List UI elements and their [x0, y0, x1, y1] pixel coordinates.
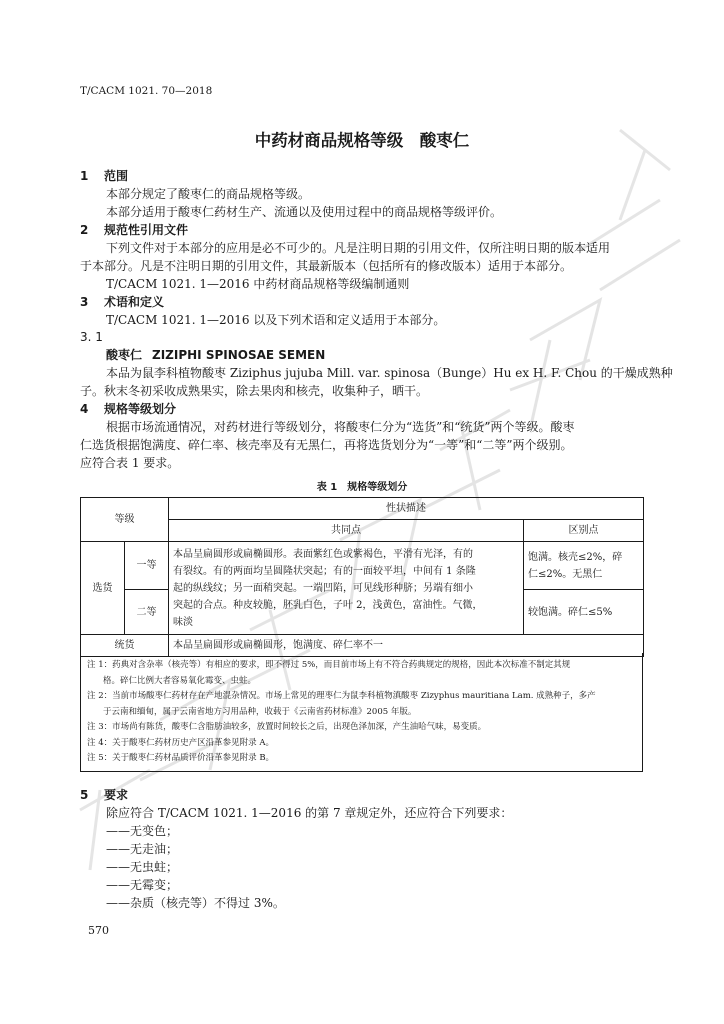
section-3-heading: 3 术语和定义 — [80, 295, 165, 309]
selected-grade-label: 选货 — [81, 542, 125, 635]
grade-1-difference: 饱满。核壳≤2%，碎 仁≤2%。无黑仁 — [524, 542, 644, 590]
section-1-paragraph: 本部分适用于酸枣仁药材生产、流通以及使用过程中的商品规格等级评价。 — [106, 205, 503, 219]
section-2-paragraph: 下列文件对于本部分的应用是必不可少的。凡是注明日期的引用文件，仅所注明日期的版本适用 — [106, 241, 611, 255]
page-number: 570 — [88, 924, 109, 937]
section-2-paragraph: 于本部分。凡是不注明日期的引用文件，其最新版本（包括所有的修改版本）适用于本部分。 — [80, 259, 573, 273]
table-caption: 表 1 规格等级划分 — [316, 482, 408, 493]
section-4-paragraph: 应符合表 1 要求。 — [80, 456, 180, 470]
term-latin: ZIZIPHI SPINOSAE SEMEN — [152, 348, 326, 362]
section-4-paragraph: 根据市场流通情况，对药材进行等级划分，将酸枣仁分为“选货”和“统货”两个等级。酸枣 — [106, 420, 575, 434]
note-1: 注 1：药典对含杂率（核壳等）有相应的要求，即不得过 5%，而目前市场上有不符合药典规定的规格，因此本次标准不制定其规 — [87, 660, 571, 670]
table-notes — [80, 653, 643, 772]
normative-reference: T/CACM 1021. 1—2016 中药材商品规格等级编制通则 — [106, 277, 410, 291]
ungraded-label: 统货 — [81, 635, 169, 657]
grade-1-label: 一等 — [125, 542, 169, 590]
header-common: 共同点 — [169, 520, 524, 542]
requirement-item: ——无虫蛀； — [106, 860, 179, 874]
term-definition: 子。秋末冬初采收成熟果实，除去果肉和核壳，收集种子，晒干。 — [80, 384, 429, 398]
term-definition: 本品为鼠李科植物酸枣 Ziziphus jujuba Mill. var. spinosa（Bunge）Hu ex H. F. Chou 的干燥成熟种 — [106, 366, 673, 380]
header-grade: 等级 — [81, 498, 169, 542]
requirement-item: ——无变色； — [106, 824, 179, 838]
common-description: 本品呈扁圆形或扁椭圆形。表面紫红色或紫褐色，平滑有光泽，有的 有裂纹。有的两面均呈圆隆状突起；有的一面较平坦，中间有 1 条隆 起的纵线纹；另一面稍突起。一端凹陷，可见线形种脐；另端有细小 突起的合点。种皮较脆，胚乳白色，子叶 2，浅黄色，富油性。气微， 味淡 — [169, 542, 524, 635]
grade-2-difference: 较饱满。碎仁≤5% — [524, 590, 644, 635]
section-1-heading: 1 范围 — [80, 169, 129, 183]
section-4-heading: 4 规格等级划分 — [80, 402, 177, 416]
header-diff: 区别点 — [524, 520, 644, 542]
term-heading — [106, 347, 325, 363]
section-5-paragraph: 除应符合 T/CACM 1021. 1—2016 的第 7 章规定外，还应符合下列要求： — [106, 806, 513, 820]
note-5: 注 5：关于酸枣仁药材品质评价沿革参见附录 B。 — [87, 753, 275, 763]
requirement-item: ——无霉变； — [106, 878, 179, 892]
header-traits: 性状描述 — [169, 498, 644, 520]
note-2-continued: 于云南和缅甸，属于云南省地方习用品种，收载于《云南省药材标准》2005 年版。 — [103, 706, 417, 717]
subsection-number: 3. 1 — [80, 330, 103, 344]
requirement-item: ——无走油； — [106, 842, 179, 856]
note-1-continued: 格。碎仁比例大者容易氧化霉变、虫蛀。 — [103, 675, 257, 686]
grade-table — [80, 497, 644, 657]
standard-code: T/CACM 1021. 70—2018 — [80, 85, 213, 97]
ungraded-description: 本品呈扁圆形或扁椭圆形，饱满度、碎仁率不一 — [169, 635, 644, 657]
section-2-heading: 2 规范性引用文件 — [80, 223, 189, 237]
note-3: 注 3：市场尚有陈货，酸枣仁含脂肪油较多，放置时间较长之后，出现色泽加深，产生油哈气味，易变质。 — [87, 722, 487, 732]
document-title: 中药材商品规格等级 酸枣仁 — [254, 131, 470, 150]
section-4-paragraph: 仁选货根据饱满度、碎仁率、核壳率及有无黑仁，再将选货划分为“一等”和“二等”两个级别。 — [80, 438, 573, 452]
section-1-paragraph: 本部分规定了酸枣仁的商品规格等级。 — [106, 187, 311, 201]
grade-2-label: 二等 — [125, 590, 169, 635]
requirement-item: ——杂质（核壳等）不得过 3%。 — [106, 896, 285, 910]
section-5-heading: 5 要求 — [80, 788, 129, 802]
term-cn: 酸枣仁 — [106, 348, 143, 362]
note-4: 注 4：关于酸枣仁药材历史产区沿革参见附录 A。 — [87, 737, 274, 748]
note-2: 注 2：当前市场酸枣仁药材存在产地混杂情况。市场上常见的理枣仁为鼠李科植物滇酸枣 Zizyphus mauritiana Lam. 成熟种子，多产 — [87, 691, 596, 701]
section-3-paragraph: T/CACM 1021. 1—2016 以及下列术语和定义适用于本部分。 — [106, 313, 446, 327]
